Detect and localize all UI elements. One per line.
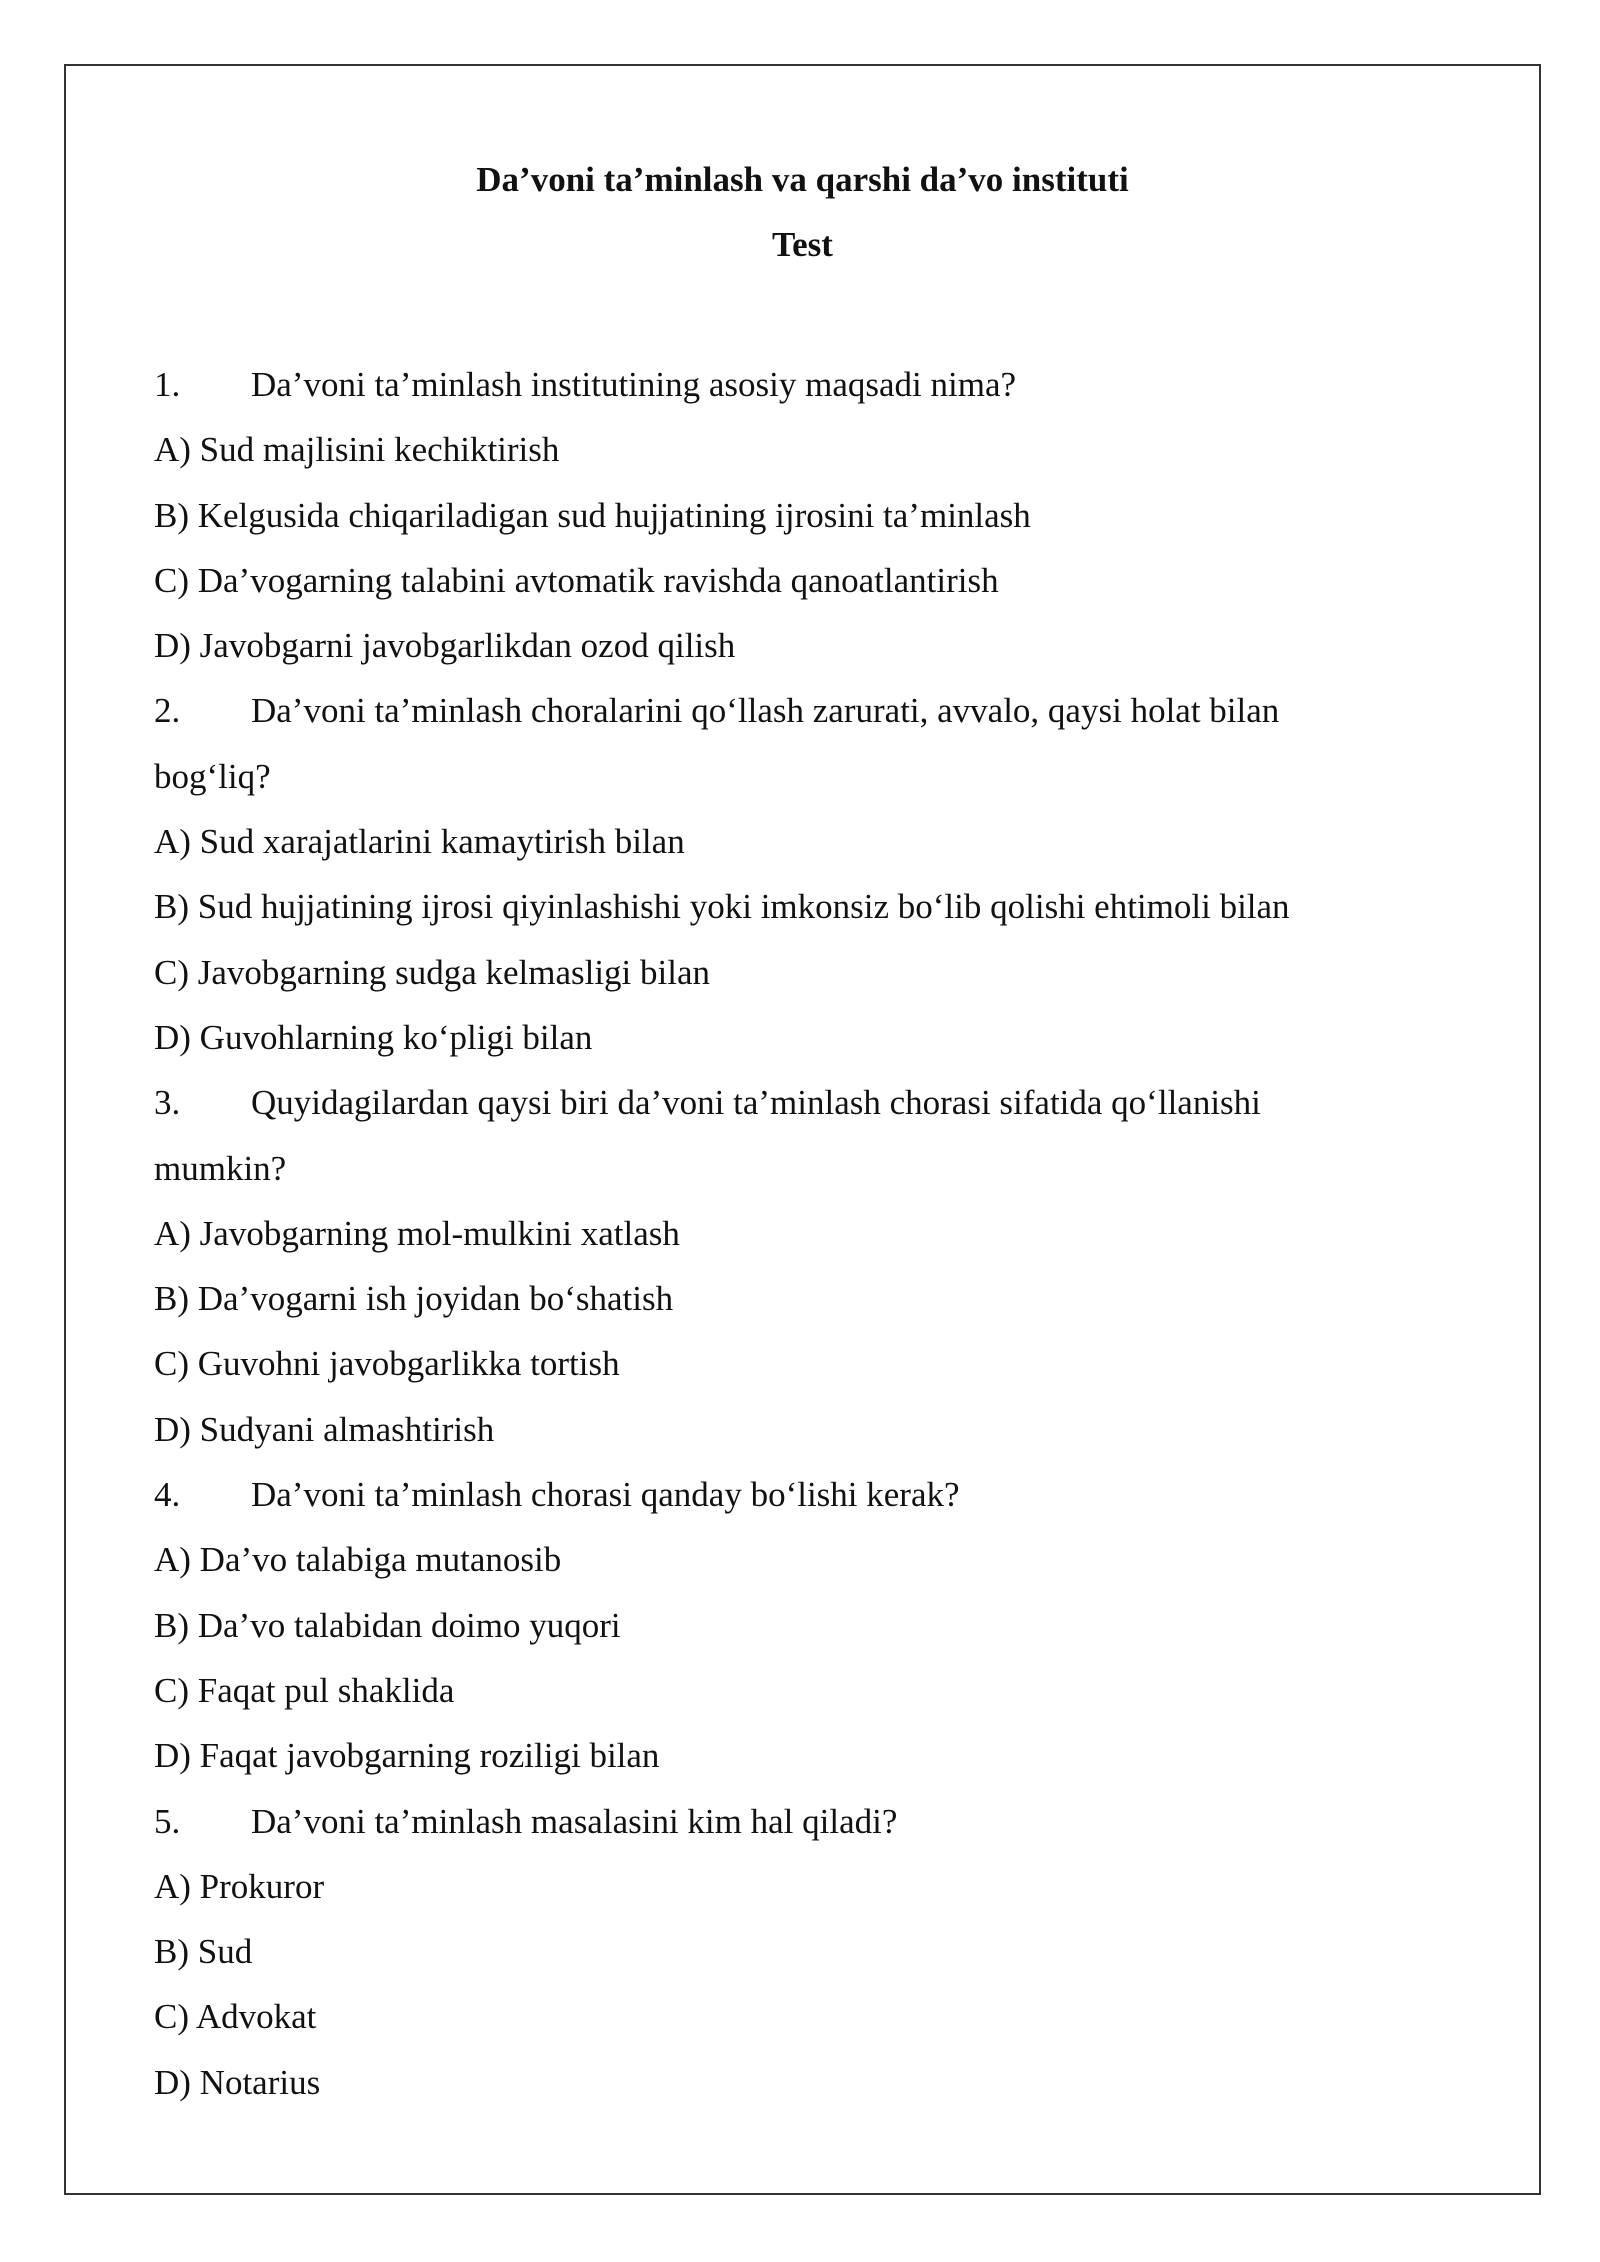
answer-option-d: D) Notarius bbox=[154, 2062, 321, 2102]
answer-option-a: A) Prokuror bbox=[154, 1866, 325, 1906]
answer-option-a: A) Javobgarning mol-mulkini xatlash bbox=[154, 1213, 680, 1253]
answer-option-b: B) Da’vogarni ish joyidan bo‘shatish bbox=[154, 1279, 674, 1319]
question-text bbox=[154, 1462, 1474, 1527]
question-text-continuation: mumkin? bbox=[154, 1148, 287, 1188]
question-number: 4. bbox=[154, 1475, 181, 1515]
answer-option-c: C) Faqat pul shaklida bbox=[154, 1670, 455, 1710]
question-text bbox=[154, 678, 1474, 743]
question-number: 2. bbox=[154, 691, 181, 731]
page-border bbox=[64, 64, 1541, 2195]
document-subtitle: Test bbox=[772, 225, 833, 264]
question-number: 3. bbox=[154, 1083, 181, 1123]
question-text-line: Da’voni ta’minlash masalasini kim hal qiladi? bbox=[251, 1801, 898, 1841]
question-text-line: Da’voni ta’minlash institutining asosiy maqsadi nima? bbox=[251, 365, 1017, 404]
question-text-continuation: bog‘liq? bbox=[154, 756, 271, 796]
answer-option-a: A) Sud xarajatlarini kamaytirish bilan bbox=[154, 822, 685, 862]
answer-option-b: B) Sud bbox=[154, 1932, 253, 1972]
answer-option-a: A) Sud majlisini kechiktirish bbox=[154, 430, 560, 470]
question-text bbox=[154, 1789, 1474, 1854]
answer-option-d: D) Javobgarni javobgarlikdan ozod qilish bbox=[154, 626, 736, 666]
question-list bbox=[154, 352, 1474, 2115]
question-5 bbox=[154, 1789, 1474, 2115]
question-text bbox=[154, 1070, 1474, 1135]
question-text-line: Da’voni ta’minlash chorasi qanday bo‘lishi kerak? bbox=[251, 1475, 960, 1515]
question-text bbox=[154, 352, 1474, 417]
question-2 bbox=[154, 678, 1474, 1070]
answer-option-b: B) Da’vo talabidan doimo yuqori bbox=[154, 1605, 621, 1645]
answer-option-d: D) Faqat javobgarning roziligi bilan bbox=[154, 1736, 660, 1776]
answer-option-c: C) Guvohni javobgarlikka tortish bbox=[154, 1344, 620, 1384]
answer-option-d: D) Guvohlarning ko‘pligi bilan bbox=[154, 1017, 593, 1057]
answer-option-c: C) Advokat bbox=[154, 1997, 317, 2037]
answer-option-a: A) Da’vo talabiga mutanosib bbox=[154, 1540, 562, 1580]
question-text-line: Da’voni ta’minlash choralarini qo‘llash zarurati, avvalo, qaysi holat bilan bbox=[251, 691, 1280, 731]
question-number: 5. bbox=[154, 1801, 181, 1841]
answer-option-c: C) Javobgarning sudga kelmasligi bilan bbox=[154, 952, 711, 992]
question-3 bbox=[154, 1070, 1474, 1462]
question-4 bbox=[154, 1462, 1474, 1788]
answer-option-b: B) Kelgusida chiqariladigan sud hujjatining ijrosini ta’minlash bbox=[154, 495, 1031, 535]
document-title: Da’voni ta’minlash va qarshi da’vo instituti bbox=[476, 160, 1129, 199]
answer-option-c: C) Da’vogarning talabini avtomatik ravishda qanoatlantirish bbox=[154, 560, 999, 600]
answer-option-d: D) Sudyani almashtirish bbox=[154, 1409, 495, 1449]
question-1 bbox=[154, 352, 1474, 678]
question-text-line: Quyidagilardan qaysi biri da’voni ta’minlash chorasi sifatida qo‘llanishi bbox=[251, 1083, 1261, 1123]
answer-option-b: B) Sud hujjatining ijrosi qiyinlashishi yoki imkonsiz bo‘lib qolishi ehtimoli bilan bbox=[154, 887, 1290, 927]
question-number: 1. bbox=[154, 365, 181, 404]
